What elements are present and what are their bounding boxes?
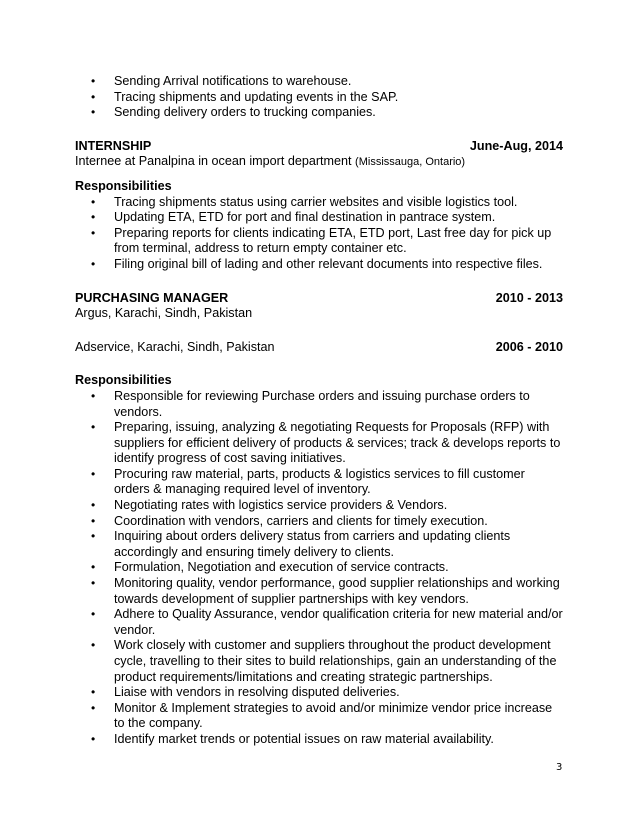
list-item-text: Filing original bill of lading and other relevant documents into respective files. xyxy=(114,256,543,271)
list-item xyxy=(75,701,563,732)
list-item xyxy=(75,732,563,748)
purchasing-title: PURCHASING MANAGER xyxy=(75,290,229,305)
list-item xyxy=(75,685,563,701)
list-item xyxy=(75,90,563,106)
list-item xyxy=(75,210,563,226)
list-item-text: Updating ETA, ETD for port and final destination in pantrace system. xyxy=(114,210,496,225)
list-item xyxy=(75,257,563,273)
list-item-text: Sending delivery orders to trucking companies. xyxy=(114,105,376,120)
bullet-icon: • xyxy=(91,685,96,700)
bullet-icon: • xyxy=(91,513,96,528)
list-item xyxy=(75,105,563,121)
page-number: 3 xyxy=(556,762,563,773)
purchasing-responsibilities-list xyxy=(75,389,563,748)
internship-header xyxy=(75,139,563,155)
page-content xyxy=(75,74,563,748)
purchasing-company-2-dates: 2006 - 2010 xyxy=(495,339,563,354)
bullet-icon: • xyxy=(91,607,96,622)
internship-title: INTERNSHIP xyxy=(75,138,152,153)
list-item xyxy=(75,420,563,467)
internship-dates: June-Aug, 2014 xyxy=(469,138,563,153)
bullet-icon: • xyxy=(91,74,96,88)
list-item-text: Coordination with vendors, carriers and clients for timely execution. xyxy=(114,513,488,528)
list-item xyxy=(75,74,563,90)
list-item xyxy=(75,467,563,498)
internship-responsibilities-list xyxy=(75,195,563,273)
list-item xyxy=(75,529,563,560)
list-item xyxy=(75,576,563,607)
list-item xyxy=(75,498,563,514)
list-item-text: Sending Arrival notifications to warehouse. xyxy=(114,74,352,88)
bullet-icon: • xyxy=(91,560,96,575)
bullet-icon: • xyxy=(91,466,96,481)
purchasing-company-2: Adservice, Karachi, Sindh, Pakistan xyxy=(75,339,275,354)
bullet-icon: • xyxy=(91,89,96,104)
list-item-text: Preparing, issuing, analyzing & negotiating Requests for Proposals (RFP) with suppliers for efficient delivery of products & services; track & develops reports to identify progress of cost saving initiatives. xyxy=(114,420,561,466)
list-item xyxy=(75,389,563,420)
internship-role xyxy=(75,154,563,171)
bullet-icon: • xyxy=(91,529,96,544)
bullet-icon: • xyxy=(91,194,96,209)
list-item-text: Inquiring about orders delivery status from carriers and updating clients accordingly and ensuring timely delivery to clients. xyxy=(114,529,511,559)
list-item xyxy=(75,560,563,576)
list-item-text: Tracing shipments status using carrier websites and visible logistics tool. xyxy=(114,194,518,209)
bullet-icon: • xyxy=(91,700,96,715)
bullet-icon: • xyxy=(91,225,96,240)
list-item xyxy=(75,638,563,685)
purchasing-company-1: Argus, Karachi, Sindh, Pakistan xyxy=(75,306,253,321)
list-item-text: Negotiating rates with logistics service providers & Vendors. xyxy=(114,498,448,513)
purchasing-company-2-row xyxy=(75,340,563,356)
purchasing-dates: 2010 - 2013 xyxy=(495,290,563,305)
bullet-icon: • xyxy=(91,210,96,225)
list-item xyxy=(75,226,563,257)
list-item xyxy=(75,195,563,211)
internship-section xyxy=(75,139,563,273)
list-item xyxy=(75,607,563,638)
list-item-text: Adhere to Quality Assurance, vendor qualification criteria for new material and/or vendor. xyxy=(114,607,563,637)
list-item-text: Tracing shipments and updating events in the SAP. xyxy=(114,89,399,104)
purchasing-responsibilities-heading: Responsibilities xyxy=(75,373,172,388)
bullet-icon: • xyxy=(91,731,96,746)
bullet-icon: • xyxy=(91,576,96,591)
purchasing-section xyxy=(75,291,563,748)
list-item-text: Work closely with customer and suppliers throughout the product development cycle, travelling to their sites to build relationships, gain an understanding of the product requirements/limitations and creating strategic partnerships. xyxy=(114,638,557,684)
top-bullet-list xyxy=(75,74,563,121)
list-item-text: Monitor & Implement strategies to avoid and/or minimize vendor price increase to the company. xyxy=(114,700,553,731)
list-item-text: Formulation, Negotiation and execution of service contracts. xyxy=(114,560,449,575)
list-item xyxy=(75,514,563,530)
list-item-text: Identify market trends or potential issues on raw material availability. xyxy=(114,731,494,746)
internship-role-text: Internee at Panalpina in ocean import department xyxy=(75,154,352,169)
purchasing-header xyxy=(75,291,563,307)
list-item-text: Responsible for reviewing Purchase orders and issuing purchase orders to vendors. xyxy=(114,388,530,419)
list-item-text: Preparing reports for clients indicating ETA, ETD port, Last free day for pick up from terminal, address to return empty container etc. xyxy=(114,225,552,256)
list-item-text: Monitoring quality, vendor performance, good supplier relationships and working towards development of supplier partnerships with key vendors. xyxy=(114,576,560,606)
bullet-icon: • xyxy=(91,638,96,653)
bullet-icon: • xyxy=(91,388,96,403)
bullet-icon: • xyxy=(91,256,96,271)
bullet-icon: • xyxy=(91,498,96,513)
list-item-text: Procuring raw material, parts, products & logistics services to fill customer orders & managing required level of inventory. xyxy=(114,466,525,497)
bullet-icon: • xyxy=(91,105,96,120)
bullet-icon: • xyxy=(91,420,96,435)
internship-location: (Mississauga, Ontario) xyxy=(355,156,466,169)
list-item-text: Liaise with vendors in resolving disputed deliveries. xyxy=(114,685,400,700)
internship-responsibilities-heading: Responsibilities xyxy=(75,178,172,193)
